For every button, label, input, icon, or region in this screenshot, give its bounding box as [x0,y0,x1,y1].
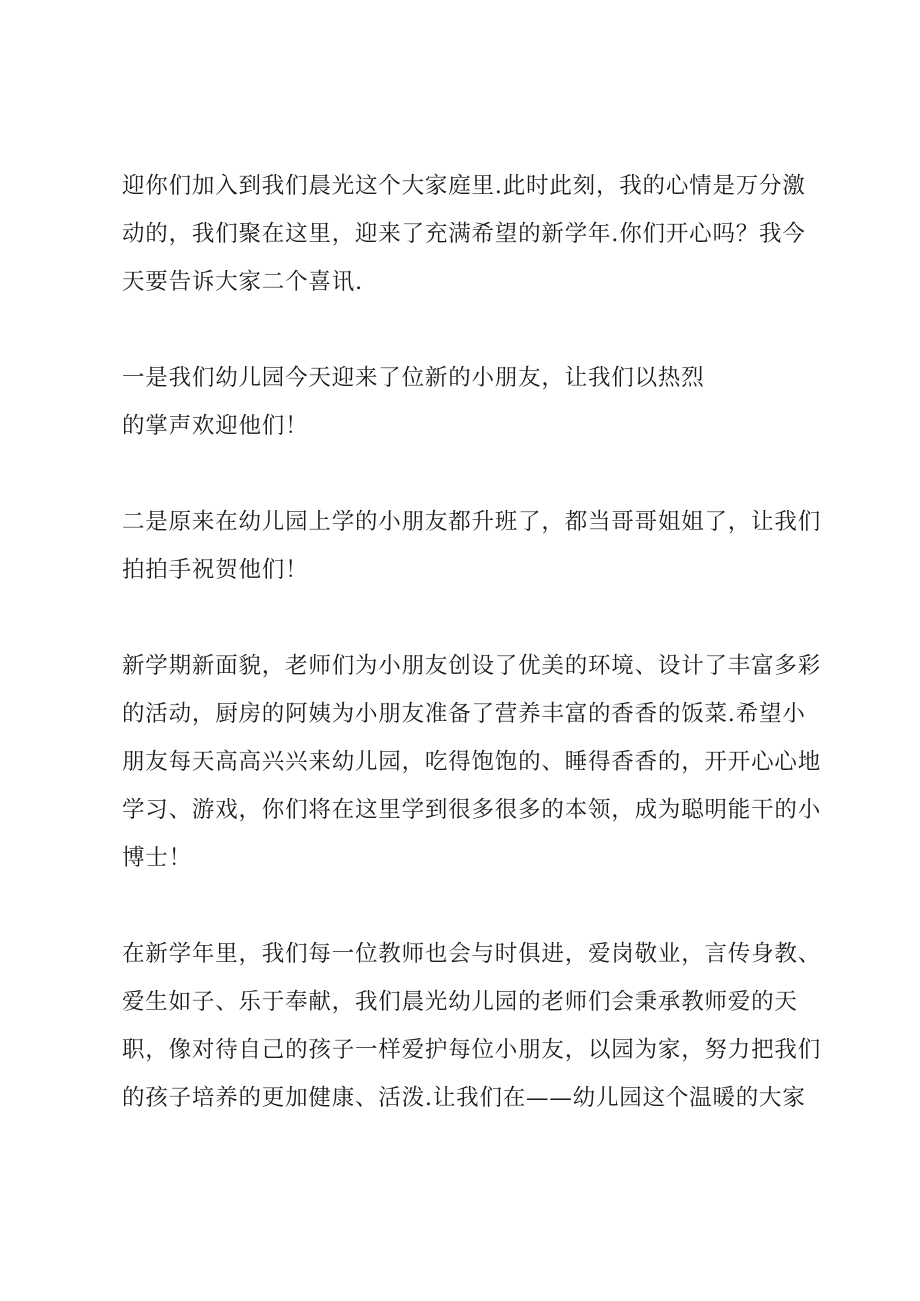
paragraph-new-semester: 新学期新面貌，老师们为小朋友创设了优美的环境、设计了丰富多彩 的活动，厨房的阿姨为小朋友准备了营养丰富的香香的饭菜.希望小 朋友每天高高兴兴来幼儿园，吃得饱饱的、睡得香香的，开开心心地 学习、游戏，你们将在这里学到很多很多的本领，成为聪明能干的小 博士！ [122,653,822,871]
paragraph-good-news-one: 一是我们幼儿园今天迎来了位新的小朋友，让我们以热烈 的掌声欢迎他们！ [122,365,705,439]
document-body [122,162,822,1122]
paragraph-good-news-two: 二是原来在幼儿园上学的小朋友都升班了，都当哥哥姐姐了，让我们 拍拍手祝贺他们！ [122,509,822,583]
paragraph-welcome: 迎你们加入到我们晨光这个大家庭里.此时此刻，我的心情是万分激 动的，我们聚在这里，迎来了充满希望的新学年.你们开心吗？我今 天要告诉大家二个喜讯. [122,173,806,295]
paragraph-teachers: 在新学年里，我们每一位教师也会与时俱进，爱岗敬业，言传身教、 爱生如子、乐于奉献，我们晨光幼儿园的老师们会秉承教师爱的天 职，像对待自己的孩子一样爱护每位小朋友，以园为家，努力把我们 的孩子培养的更加健康、活泼.让我们在——幼儿园这个温暖的大家 [122,941,822,1111]
